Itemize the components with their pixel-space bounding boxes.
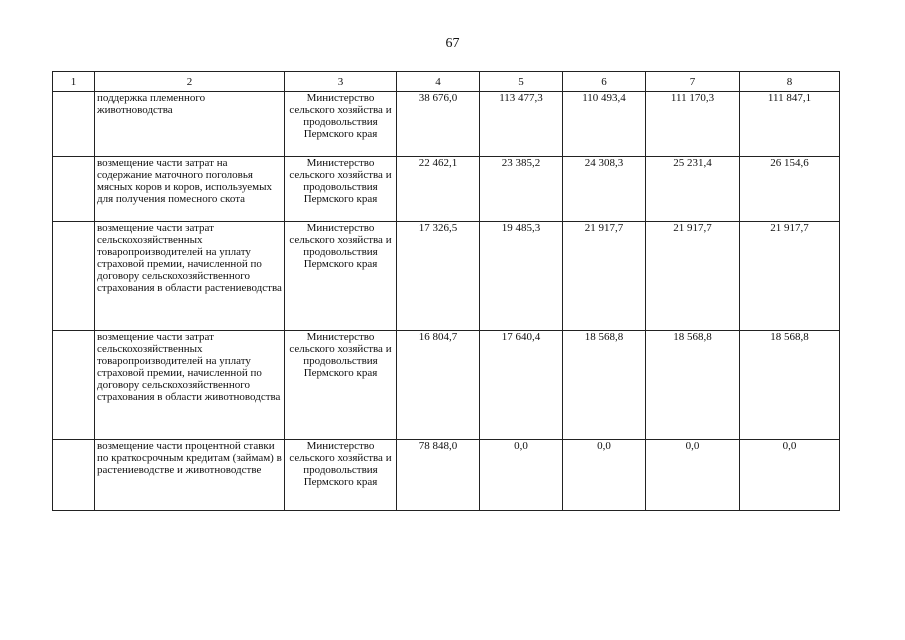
value-cell: 111 847,1 bbox=[740, 92, 840, 157]
description-cell: возмещение части затрат на содержание маточного поголовья мясных коров и коров, используемых для получения помесного скота bbox=[95, 157, 285, 222]
organization-cell: Министерство сельского хозяйства и продовольствия Пермского края bbox=[285, 440, 397, 511]
value-cell: 17 326,5 bbox=[397, 222, 480, 331]
row-number-cell bbox=[53, 222, 95, 331]
description-cell: возмещение части затрат сельскохозяйственных товаропроизводителей на уплату страховой премии, начисленной по договору сельскохозяйственного страхования в области растениеводства bbox=[95, 222, 285, 331]
table-row bbox=[53, 157, 840, 222]
row-number-cell bbox=[53, 331, 95, 440]
value-cell: 111 170,3 bbox=[646, 92, 740, 157]
value-cell: 113 477,3 bbox=[480, 92, 563, 157]
organization-cell: Министерство сельского хозяйства и продовольствия Пермского края bbox=[285, 222, 397, 331]
value-cell: 17 640,4 bbox=[480, 331, 563, 440]
row-number-cell bbox=[53, 440, 95, 511]
table-header-row bbox=[53, 72, 840, 92]
column-header: 2 bbox=[95, 72, 285, 92]
description-cell: возмещение части затрат сельскохозяйственных товаропроизводителей на уплату страховой премии, начисленной по договору сельскохозяйственного страхования в области животноводства bbox=[95, 331, 285, 440]
value-cell: 22 462,1 bbox=[397, 157, 480, 222]
value-cell: 18 568,8 bbox=[563, 331, 646, 440]
table-row bbox=[53, 440, 840, 511]
value-cell: 25 231,4 bbox=[646, 157, 740, 222]
value-cell: 21 917,7 bbox=[646, 222, 740, 331]
value-cell: 21 917,7 bbox=[740, 222, 840, 331]
value-cell: 78 848,0 bbox=[397, 440, 480, 511]
column-header: 7 bbox=[646, 72, 740, 92]
row-number-cell bbox=[53, 92, 95, 157]
value-cell: 19 485,3 bbox=[480, 222, 563, 331]
table-row bbox=[53, 331, 840, 440]
value-cell: 0,0 bbox=[563, 440, 646, 511]
column-header: 5 bbox=[480, 72, 563, 92]
column-header: 1 bbox=[53, 72, 95, 92]
value-cell: 0,0 bbox=[480, 440, 563, 511]
budget-table bbox=[52, 71, 840, 511]
row-number-cell bbox=[53, 157, 95, 222]
value-cell: 18 568,8 bbox=[646, 331, 740, 440]
value-cell: 24 308,3 bbox=[563, 157, 646, 222]
value-cell: 16 804,7 bbox=[397, 331, 480, 440]
organization-cell: Министерство сельского хозяйства и продовольствия Пермского края bbox=[285, 157, 397, 222]
value-cell: 0,0 bbox=[740, 440, 840, 511]
column-header: 8 bbox=[740, 72, 840, 92]
column-header: 6 bbox=[563, 72, 646, 92]
organization-cell: Министерство сельского хозяйства и продовольствия Пермского края bbox=[285, 92, 397, 157]
column-header: 3 bbox=[285, 72, 397, 92]
value-cell: 18 568,8 bbox=[740, 331, 840, 440]
description-cell: поддержка племенного животноводства bbox=[95, 92, 285, 157]
column-header: 4 bbox=[397, 72, 480, 92]
value-cell: 110 493,4 bbox=[563, 92, 646, 157]
table-row bbox=[53, 222, 840, 331]
table-row bbox=[53, 92, 840, 157]
value-cell: 0,0 bbox=[646, 440, 740, 511]
page-number: 67 bbox=[445, 36, 460, 51]
value-cell: 38 676,0 bbox=[397, 92, 480, 157]
value-cell: 21 917,7 bbox=[563, 222, 646, 331]
value-cell: 23 385,2 bbox=[480, 157, 563, 222]
value-cell: 26 154,6 bbox=[740, 157, 840, 222]
description-cell: возмещение части процентной ставки по краткосрочным кредитам (займам) в растениеводстве и животноводстве bbox=[95, 440, 285, 511]
organization-cell: Министерство сельского хозяйства и продовольствия Пермского края bbox=[285, 331, 397, 440]
